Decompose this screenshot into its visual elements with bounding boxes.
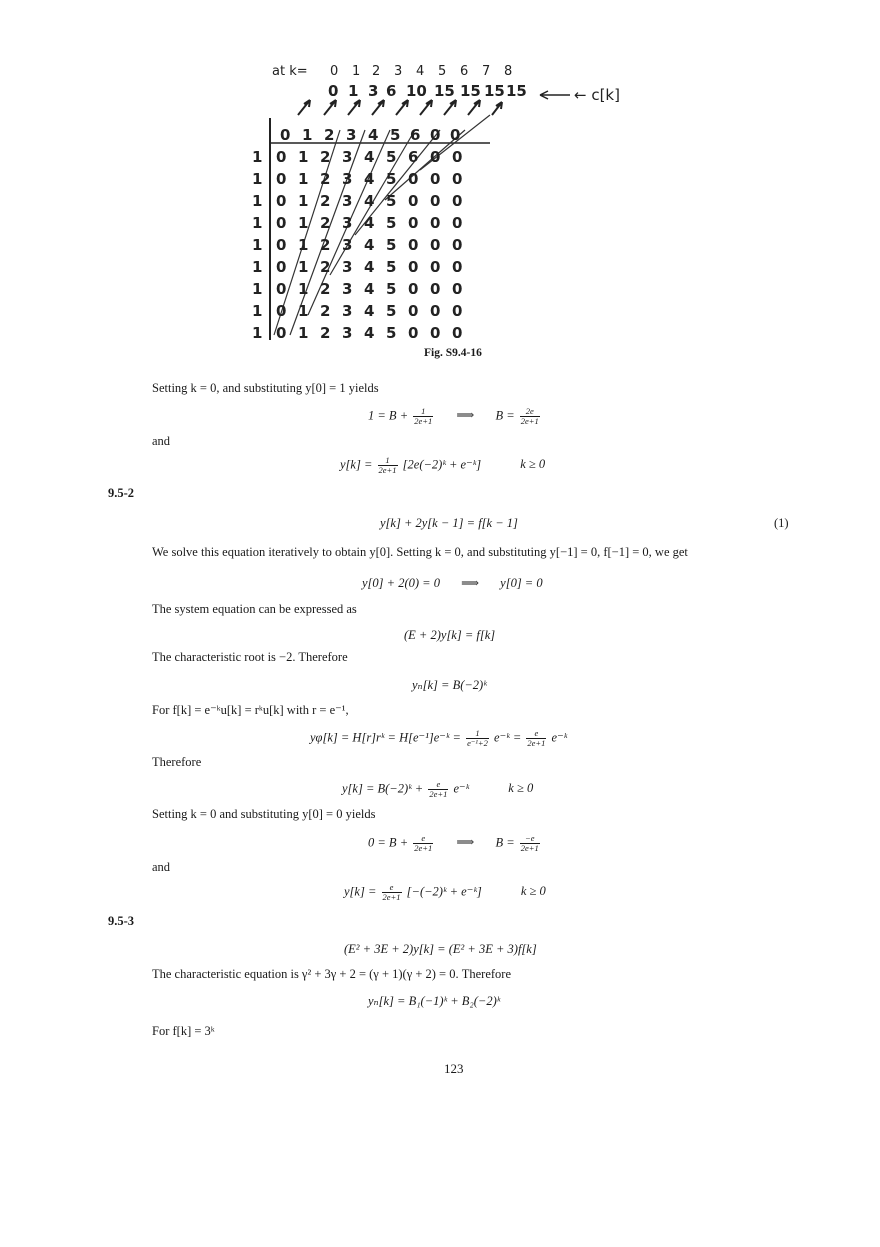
grid-cell: 3 — [342, 280, 353, 298]
top-value: 1 — [302, 126, 313, 144]
grid-cell: 0 — [430, 214, 441, 232]
grid-cell: 1 — [298, 236, 309, 254]
denominator: 2e+1 — [429, 789, 448, 799]
grid-cell: 0 — [276, 148, 287, 166]
eq4-right: y[0] = 0 — [500, 576, 543, 590]
k-value: 3 — [394, 64, 403, 79]
grid-cell: 5 — [386, 148, 397, 166]
paragraph-5: For f[k] = e⁻ᵏu[k] = rᵏu[k] with r = e⁻¹, — [152, 703, 349, 717]
grid-cell: 0 — [430, 280, 441, 298]
grid-cell: 3 — [342, 214, 353, 232]
top-value: 0 — [430, 126, 441, 144]
numerator: −e — [520, 834, 540, 844]
c-value: 3 — [368, 82, 379, 100]
grid-cell: 2 — [320, 258, 331, 276]
eq2-left: y[k] = — [340, 457, 373, 472]
equation-1 — [368, 407, 542, 426]
k-value: 2 — [372, 64, 381, 79]
left-value: 1 — [252, 258, 263, 276]
grid-cell: 0 — [276, 214, 287, 232]
fraction — [382, 883, 402, 902]
grid-cell: 3 — [342, 148, 353, 166]
fraction — [413, 407, 433, 426]
grid-cell: 0 — [452, 170, 463, 188]
grid-cell: 0 — [452, 280, 463, 298]
grid-cell: 0 — [430, 324, 441, 342]
eq9-left: 0 = B + — [368, 835, 409, 850]
grid-cell: 0 — [276, 236, 287, 254]
paragraph-2: We solve this equation iteratively to obtain y[0]. Setting k = 0, and substituting y[−1] = 0, f[−1] = 0, we get — [152, 545, 688, 559]
grid-cell: 4 — [364, 324, 375, 342]
grid-cell: 1 — [298, 214, 309, 232]
grid-cell: 4 — [364, 280, 375, 298]
equation-8 — [342, 780, 533, 799]
implies-arrow: ⟹ — [456, 408, 475, 423]
section-9-5-2: 9.5-2 — [108, 486, 135, 500]
grid-cell: 2 — [320, 192, 331, 210]
left-value: 1 — [252, 214, 263, 232]
grid-cell: 5 — [386, 302, 397, 320]
k-value: 4 — [416, 64, 425, 79]
left-value: 1 — [252, 236, 263, 254]
eq2-condition: k ≥ 0 — [520, 457, 546, 472]
eq4-left: y[0] + 2(0) = 0 — [362, 576, 440, 590]
grid-cell: 1 — [298, 258, 309, 276]
grid-cell: 2 — [320, 170, 331, 188]
eq10-left: y[k] = — [344, 884, 377, 899]
grid-cell: 1 — [298, 192, 309, 210]
numerator: e — [382, 883, 402, 893]
eq1-right: B = — [495, 408, 515, 423]
equation-7 — [310, 729, 567, 748]
grid-cell: 0 — [430, 148, 441, 166]
fraction — [413, 834, 433, 853]
numerator: e — [526, 729, 546, 739]
equation-6: yₙ[k] = B(−2)ᵏ — [412, 678, 487, 692]
grid-cell: 1 — [298, 302, 309, 320]
grid-cell: 1 — [298, 170, 309, 188]
grid-cell: 2 — [320, 324, 331, 342]
grid-cell: 2 — [320, 214, 331, 232]
grid-cell: 0 — [452, 214, 463, 232]
grid-cell: 3 — [342, 236, 353, 254]
k-value: 8 — [504, 64, 513, 79]
top-value: 5 — [390, 126, 401, 144]
eq7-part-b: e⁻ᵏ = — [494, 730, 522, 745]
grid-cell: 4 — [364, 258, 375, 276]
equation-9 — [368, 834, 542, 853]
k-value: 7 — [482, 64, 491, 79]
top-value: 3 — [346, 126, 357, 144]
c-value: 15 — [434, 82, 455, 100]
grid-cell: 2 — [320, 280, 331, 298]
paragraph-6: Therefore — [152, 755, 202, 769]
numerator: e — [413, 834, 433, 844]
equation-4 — [362, 575, 543, 591]
denominator: 2e+1 — [414, 416, 433, 426]
c-k-label: ← c[k] — [574, 86, 620, 104]
eq2-body: [2e(−2)ᵏ + e⁻ᵏ] — [402, 457, 482, 472]
and-1: and — [152, 434, 171, 448]
grid-cell: 0 — [276, 192, 287, 210]
grid-cell: 0 — [276, 280, 287, 298]
figure-caption: Fig. S9.4-16 — [424, 347, 482, 359]
equation-number: (1) — [774, 516, 789, 530]
page-number: 123 — [444, 1061, 464, 1076]
c-value: 0 — [328, 82, 339, 100]
paragraph-7: Setting k = 0 and substituting y[0] = 0 yields — [152, 807, 376, 821]
fraction — [466, 729, 489, 748]
c-value: 10 — [406, 82, 427, 100]
fraction — [428, 780, 448, 799]
denominator: 2e+1 — [527, 738, 546, 748]
left-value: 1 — [252, 324, 263, 342]
eq7-part-c: e⁻ᵏ — [551, 730, 568, 745]
grid-cell: 0 — [452, 236, 463, 254]
c-value: 1 — [348, 82, 359, 100]
grid-cell: 0 — [408, 214, 419, 232]
grid-cell: 2 — [320, 302, 331, 320]
denominator: 2e+1 — [414, 843, 433, 853]
k-value: 0 — [330, 64, 339, 79]
denominator: 2e+1 — [378, 465, 397, 475]
equation-12: yₙ[k] = B₁(−1)ᵏ + B₂(−2)ᵏ — [368, 994, 501, 1008]
eq1-left: 1 = B + — [368, 408, 409, 423]
grid-cell: 4 — [364, 148, 375, 166]
left-value: 1 — [252, 192, 263, 210]
grid-cell: 0 — [430, 302, 441, 320]
k-value: 5 — [438, 64, 447, 79]
grid-cell: 5 — [386, 280, 397, 298]
denominator: e⁻¹+2 — [467, 738, 488, 748]
section-9-5-3: 9.5-3 — [108, 914, 135, 928]
paragraph-3: The system equation can be expressed as — [152, 602, 357, 616]
figure-header — [272, 64, 308, 79]
grid-cell: 3 — [342, 170, 353, 188]
eq10-condition: k ≥ 0 — [520, 884, 546, 899]
grid-cell: 5 — [386, 258, 397, 276]
grid-cell: 6 — [408, 148, 419, 166]
k-header-label: at k= — [272, 64, 308, 79]
top-value: 0 — [450, 126, 461, 144]
fraction — [520, 407, 540, 426]
eq8-part-a: y[k] = B(−2)ᵏ + — [342, 781, 424, 796]
c-value: 15 — [460, 82, 481, 100]
numerator: 1 — [466, 729, 489, 739]
numerator: e — [428, 780, 448, 790]
denominator: 2e+1 — [520, 416, 539, 426]
grid-cell: 5 — [386, 236, 397, 254]
eq9-right: B = — [495, 835, 515, 850]
grid-cell: 0 — [452, 258, 463, 276]
grid-cell: 4 — [364, 236, 375, 254]
grid-cell: 5 — [386, 324, 397, 342]
paragraph-1: Setting k = 0, and substituting y[0] = 1 yields — [152, 381, 379, 395]
left-column — [252, 148, 266, 342]
fraction — [378, 456, 398, 475]
paragraph-9: For f[k] = 3ᵏ — [152, 1024, 215, 1038]
grid-cell: 0 — [452, 302, 463, 320]
c-arrow-icon — [540, 91, 570, 99]
implies-arrow: ⟹ — [461, 576, 480, 590]
grid-cell: 0 — [276, 258, 287, 276]
grid-cell: 0 — [408, 324, 419, 342]
grid-cell: 4 — [364, 170, 375, 188]
equation-11: (E² + 3E + 2)y[k] = (E² + 3E + 3)f[k] — [344, 942, 537, 956]
grid-cell: 4 — [364, 192, 375, 210]
grid-cell: 5 — [386, 192, 397, 210]
grid-cell: 5 — [386, 170, 397, 188]
paragraph-8: The characteristic equation is γ² + 3γ + 2 = (γ + 1)(γ + 2) = 0. Therefore — [152, 967, 511, 981]
k-value: 1 — [352, 64, 361, 79]
denominator: 2e+1 — [520, 843, 539, 853]
grid-cell: 0 — [452, 148, 463, 166]
top-value: 4 — [368, 126, 379, 144]
numerator: 1 — [413, 407, 433, 417]
grid-cell: 0 — [408, 236, 419, 254]
grid-cell: 0 — [276, 170, 287, 188]
c-value: 15 — [506, 82, 527, 100]
grid-cell: 0 — [452, 324, 463, 342]
denominator: 2e+1 — [382, 892, 401, 902]
grid-cell: 0 — [430, 236, 441, 254]
grid-cell: 0 — [276, 302, 287, 320]
grid-cell: 0 — [276, 324, 287, 342]
eq10-body: [−(−2)ᵏ + e⁻ᵏ] — [406, 884, 482, 899]
top-value: 2 — [324, 126, 335, 144]
grid-cell: 3 — [342, 192, 353, 210]
grid-cell: 1 — [298, 324, 309, 342]
equation-10 — [344, 883, 546, 902]
c-value: 15 — [484, 82, 505, 100]
grid-cell: 3 — [342, 324, 353, 342]
grid-cell: 0 — [430, 192, 441, 210]
top-value: 6 — [410, 126, 421, 144]
left-value: 1 — [252, 302, 263, 320]
grid-cell: 1 — [298, 148, 309, 166]
paragraph-4: The characteristic root is −2. Therefore — [152, 650, 348, 664]
c-value: 6 — [386, 82, 397, 100]
equation-2 — [340, 456, 545, 475]
and-2: and — [152, 860, 171, 874]
diagonal-arrows — [298, 100, 502, 115]
grid-cell: 2 — [320, 236, 331, 254]
fraction — [526, 729, 546, 748]
left-value: 1 — [252, 280, 263, 298]
grid-cell: 0 — [430, 258, 441, 276]
grid-cell: 0 — [408, 302, 419, 320]
k-value: 6 — [460, 64, 469, 79]
shift-grid — [276, 148, 476, 343]
grid-cell: 0 — [452, 192, 463, 210]
grid-cell: 4 — [364, 302, 375, 320]
grid-cell: 2 — [320, 148, 331, 166]
top-value: 0 — [280, 126, 291, 144]
grid-cell: 0 — [408, 280, 419, 298]
numerator: 1 — [378, 456, 398, 466]
grid-cell: 3 — [342, 258, 353, 276]
left-value: 1 — [252, 170, 263, 188]
numerator: 2e — [520, 407, 540, 417]
grid-cell: 0 — [408, 192, 419, 210]
implies-arrow: ⟹ — [456, 835, 475, 850]
equation-3: y[k] + 2y[k − 1] = f[k − 1] — [380, 516, 518, 530]
equation-5: (E + 2)y[k] = f[k] — [404, 628, 496, 642]
left-value: 1 — [252, 148, 263, 166]
grid-cell: 4 — [364, 214, 375, 232]
grid-cell: 0 — [408, 170, 419, 188]
grid-cell: 0 — [408, 258, 419, 276]
eq8-condition: k ≥ 0 — [508, 781, 534, 796]
grid-cell: 0 — [430, 170, 441, 188]
eq7-part-a: yφ[k] = H[r]rᵏ = H[e⁻¹]e⁻ᵏ = — [310, 730, 461, 745]
eq8-part-b: e⁻ᵏ — [453, 781, 470, 796]
grid-cell: 5 — [386, 214, 397, 232]
grid-cell: 3 — [342, 302, 353, 320]
fraction — [520, 834, 540, 853]
grid-cell: 1 — [298, 280, 309, 298]
